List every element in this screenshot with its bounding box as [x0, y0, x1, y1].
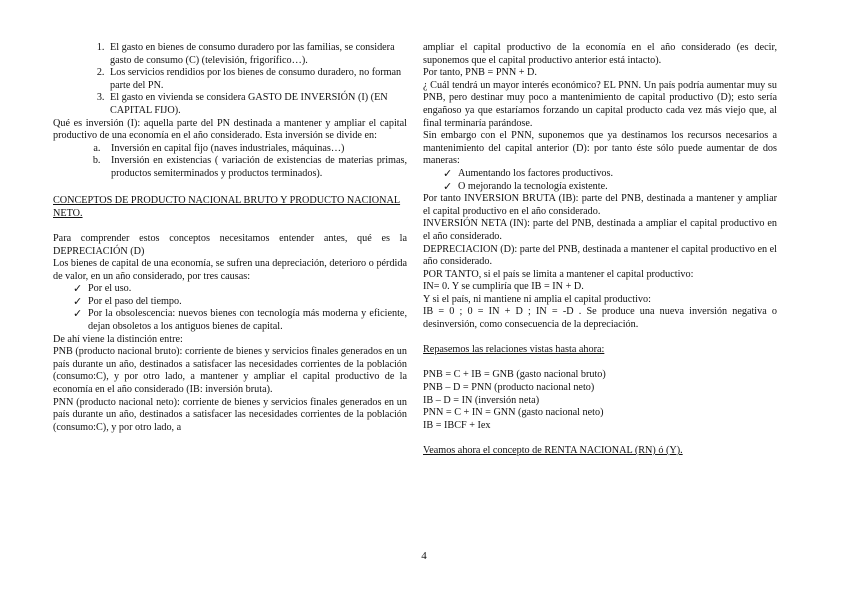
list-item: [443, 168, 777, 181]
numbered-list: [53, 42, 407, 118]
check-icon: ✓: [73, 308, 83, 321]
page-number: 4: [421, 550, 427, 562]
pnb-definition: PNB (producto nacional bruto): corriente de bienes y servicios finales generados en un país durante un año, destinados a satisfacer las necesidades corrientes de la población (consumo:C), y por otro lado, a mantener y ampliar el capital productivo de la economía en el año considerado (IB: inversión bruta).: [53, 346, 407, 396]
intro-paragraph: Para comprender estos conceptos necesitamos entender antes, qué es la DEPRECIACIÓN (D): [53, 232, 407, 257]
list-item: 2. Los servicios rendidios por los bienes de consumo duradero, no forman parte del PN.: [107, 67, 407, 92]
pnb-equation: Por tanto, PNB = PNN + D.: [423, 67, 537, 79]
list-item-text: Por el uso.: [88, 283, 132, 295]
spacer: [53, 181, 407, 194]
bienes-paragraph: Los bienes de capital de una economía, se sufren una depreciación, deterioro o pérdida de valor, en un año considerado, por tres causas:: [53, 258, 407, 282]
relations-list: [423, 369, 777, 432]
ib-definition: Por tanto INVERSION BRUTA (IB): parte del PNB, destinada a mantener y ampliar el capital productivo en el año considerado.: [423, 193, 777, 217]
check-icon: ✓: [73, 283, 83, 296]
check-icon: ✓: [443, 180, 453, 193]
relation-line: PNB = C + IB = GNB (gasto nacional bruto): [423, 369, 606, 381]
list-item-text: Aumentando los factores productivos.: [458, 167, 614, 179]
list-item: [73, 296, 407, 309]
ib-zero-paragraph: IB = 0 ; 0 = IN + D ; IN = -D . Se produce una nueva inversión negativa o desinversión, como consecuencia de la depreciación.: [423, 306, 777, 331]
right-column: [423, 42, 777, 458]
pnn-continuation: ampliar el capital productivo de la economía en el año considerado (es decir, suponemos que el capital productivo anterior está intacto).: [423, 42, 777, 66]
check-icon: ✓: [443, 167, 453, 180]
list-item: [443, 181, 777, 194]
mantener-line: POR TANTO, si el país se limita a mantener el capital productivo:: [423, 268, 694, 280]
interest-question: ¿ Cuál tendrá un mayor interés económico? EL PNN. Un país podría aumentar muy su PNB, pero destinar muy poco a mantenimiento de capital productivo (D); esto sería engañoso ya que estaríamos forzando un capital producto cada vez más viejo que, al final terminaría parándose.: [423, 79, 777, 129]
section-heading: CONCEPTOS DE PRODUCTO NACIONAL BRUTO Y PRODUCTO NACIONAL NETO.: [53, 195, 401, 219]
relation-line: PNB – D = PNN (producto nacional neto): [423, 382, 595, 394]
relations-heading: Repasemos las relaciones vistas hasta ahora:: [423, 344, 605, 356]
list-item: a. Inversión en capital fijo (naves industriales, máquinas…): [103, 143, 407, 156]
list-item: 1. El gasto en bienes de consumo duradero por las familias, se considera gasto de consumo (C) (televisión, frigorífico…).: [107, 42, 407, 67]
check-icon: ✓: [73, 295, 83, 308]
in-zero-line: IN= 0. Y se cumpliría que IB = IN + D.: [423, 281, 584, 293]
list-item-text: O mejorando la tecnología existente.: [458, 180, 608, 192]
list-item: [73, 308, 407, 333]
pnn-definition: PNN (producto nacional neto): corriente de bienes y servicios finales generados en un país durante un año, destinados a satisfacer las necesidades corrientes de la población (consumo:C), y por otro lado, a: [53, 396, 407, 433]
spacer: [423, 332, 777, 345]
ways-list: [423, 168, 777, 193]
list-item-text: Por la obsolescencia: nuevos bienes con tecnología más moderna y eficiente, dejan obsoletos a los antiguos bienes de capital.: [88, 308, 407, 333]
alpha-list: [53, 143, 407, 181]
list-item: [73, 283, 407, 296]
in-definition: INVERSIÓN NETA (IN): parte del PNB, destinada a ampliar el capital productivo en el año considerado.: [423, 218, 777, 242]
relation-line: IB = IBCF + Iex: [423, 419, 491, 431]
spacer: [423, 357, 777, 370]
causes-list: [53, 283, 407, 333]
renta-nacional-heading: Veamos ahora el concepto de RENTA NACIONAL (RN) ó (Y).: [423, 445, 683, 456]
inversion-definition: Qué es inversión (I): aquella parte del PN destinada a mantener y ampliar el capital productivo de una economía en el año considerado. Esta inversión se divide en:: [53, 117, 407, 142]
list-item-text: Por el paso del tiempo.: [88, 295, 182, 307]
ni-amplia-line: Y si el país, ni mantiene ni amplia el capital productivo:: [423, 293, 651, 305]
spacer: [423, 432, 777, 445]
spacer: [53, 220, 407, 233]
list-item: b. Inversión en existencias ( variación de existencias de materias primas, productos semiterminados y productos terminados).: [103, 155, 407, 180]
sin-embargo-paragraph: Sin embargo con el PNN, suponemos que ya destinamos los recursos necesarios a mantenimiento del capital anterior (D): por tanto éste sólo puede aumentar de dos maneras:: [423, 130, 777, 167]
relation-line: PNN = C + IN = GNN (gasto nacional neto): [423, 407, 604, 419]
d-definition: DEPRECIACION (D): parte del PNB, destinada a mantener el capital productivo en el año considerado.: [423, 243, 777, 268]
left-column: [53, 42, 407, 434]
distincion-line: De ahí viene la distinción entre:: [53, 333, 183, 345]
list-item: 3. El gasto en vivienda se considera GASTO DE INVERSIÓN (I) (EN CAPITAL FIJO).: [107, 92, 407, 117]
relation-line: IB – D = IN (inversión neta): [423, 394, 540, 406]
